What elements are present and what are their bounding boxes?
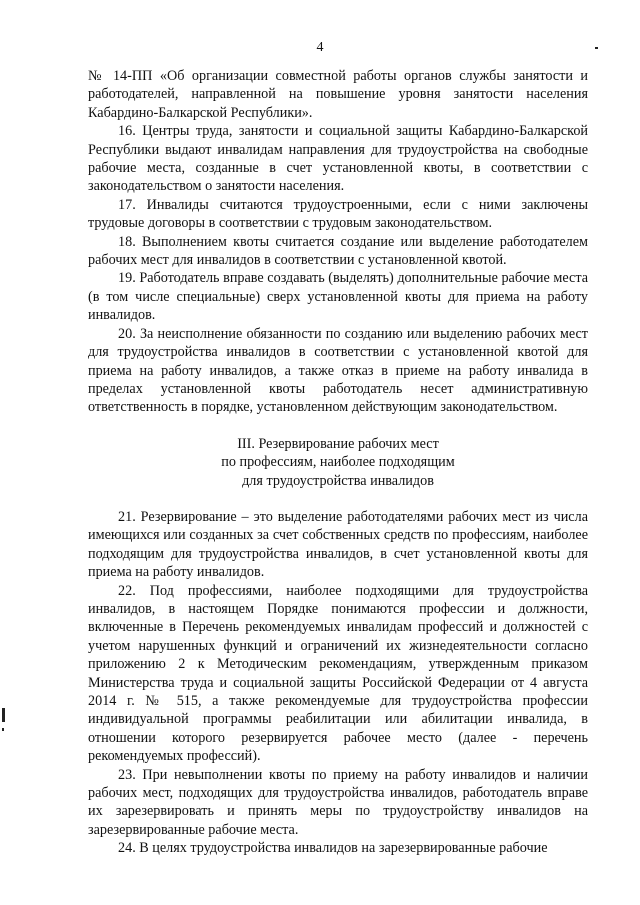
paragraph: 17. Инвалиды считаются трудоустроенными, если с ними заключены трудовые договоры в соответствии с трудовым законодательством. [88, 196, 588, 232]
section-heading [88, 435, 588, 490]
paragraph: 16. Центры труда, занятости и социальной защиты Кабардино-Балкарской Республики выдают инвалидам направления для трудоустройства на свободные рабочие места, созданные в счет установленной квоты, в соответствии с законодательством о занятости населения. [88, 123, 588, 195]
paragraph: 22. Под профессиями, наиболее подходящими для трудоустройства инвалидов, в настоящем Порядке понимаются профессии и должности, включенные в Перечень рекомендуемых инвалидам профессий и должностей с учетом нарушенных функций и ограничений их жизнедеятельности согласно приложению 2 к Методическим рекомендациям, утвержденным приказом Министерства труда и социальной защиты Российской Федерации от 4 августа 2014 г. № 515, а также рекомендуемые для трудоустройства профессии индивидуальной программы реабилитации или абилитации инвалида, в отношении которого резервируется рабочее место (далее - перечень рекомендуемых профессий). [88, 582, 588, 765]
paragraphs-before [88, 67, 588, 417]
scan-artifact-mark [2, 728, 4, 731]
paragraph: № 14-ПП «Об организации совместной работы органов службы занятости и работодателей, направленной на повышение уровня занятости населения Кабардино-Балкарской Республики». [88, 68, 588, 121]
paragraph: 21. Резервирование – это выделение работодателями рабочих мест из числа имеющихся или созданных за счет собственных средств по профессиям, наиболее подходящим для трудоустройства инвалидов, в счет установленной квоты для приема на работу инвалидов. [88, 508, 588, 581]
paragraphs-after [88, 508, 588, 858]
paragraph: 18. Выполнением квоты считается создание или выделение работодателем рабочих мест для инвалидов в соответствии с установленной квотой. [88, 233, 588, 269]
section-heading-line: по профессиям, наиболее подходящим [221, 454, 455, 471]
scan-artifact-mark [595, 47, 598, 49]
document-body [88, 67, 588, 858]
paragraph: 20. За неисполнение обязанности по созданию или выделению рабочих мест для трудоустройства инвалидов в соответствии с установленной квотой для приема на работу инвалидов, а также отказ в приеме на работу инвалида в пределах установленной квоты работодатель несет административную ответственность в порядке, установленном действующим законодательством. [88, 325, 588, 416]
paragraph: 24. В целях трудоустройства инвалидов на зарезервированные рабочие [118, 840, 548, 857]
paragraph: 23. При невыполнении квоты по приему на работу инвалидов и наличии рабочих мест, подходящих для трудоустройства инвалидов, работодатель вправе их зарезервировать и принять меры по трудоустройству инвалидов на зарезервированные рабочие места. [88, 766, 588, 838]
section-heading-line: III. Резервирование рабочих мест [237, 435, 439, 452]
section-heading-line: для трудоустройства инвалидов [242, 472, 434, 489]
paragraph: 19. Работодатель вправе создавать (выделять) дополнительные рабочие места (в том числе специальные) сверх установленной квоты для приема на работу инвалидов. [88, 270, 588, 324]
page-number: 4 [316, 40, 324, 55]
scan-artifact-mark [2, 708, 5, 722]
